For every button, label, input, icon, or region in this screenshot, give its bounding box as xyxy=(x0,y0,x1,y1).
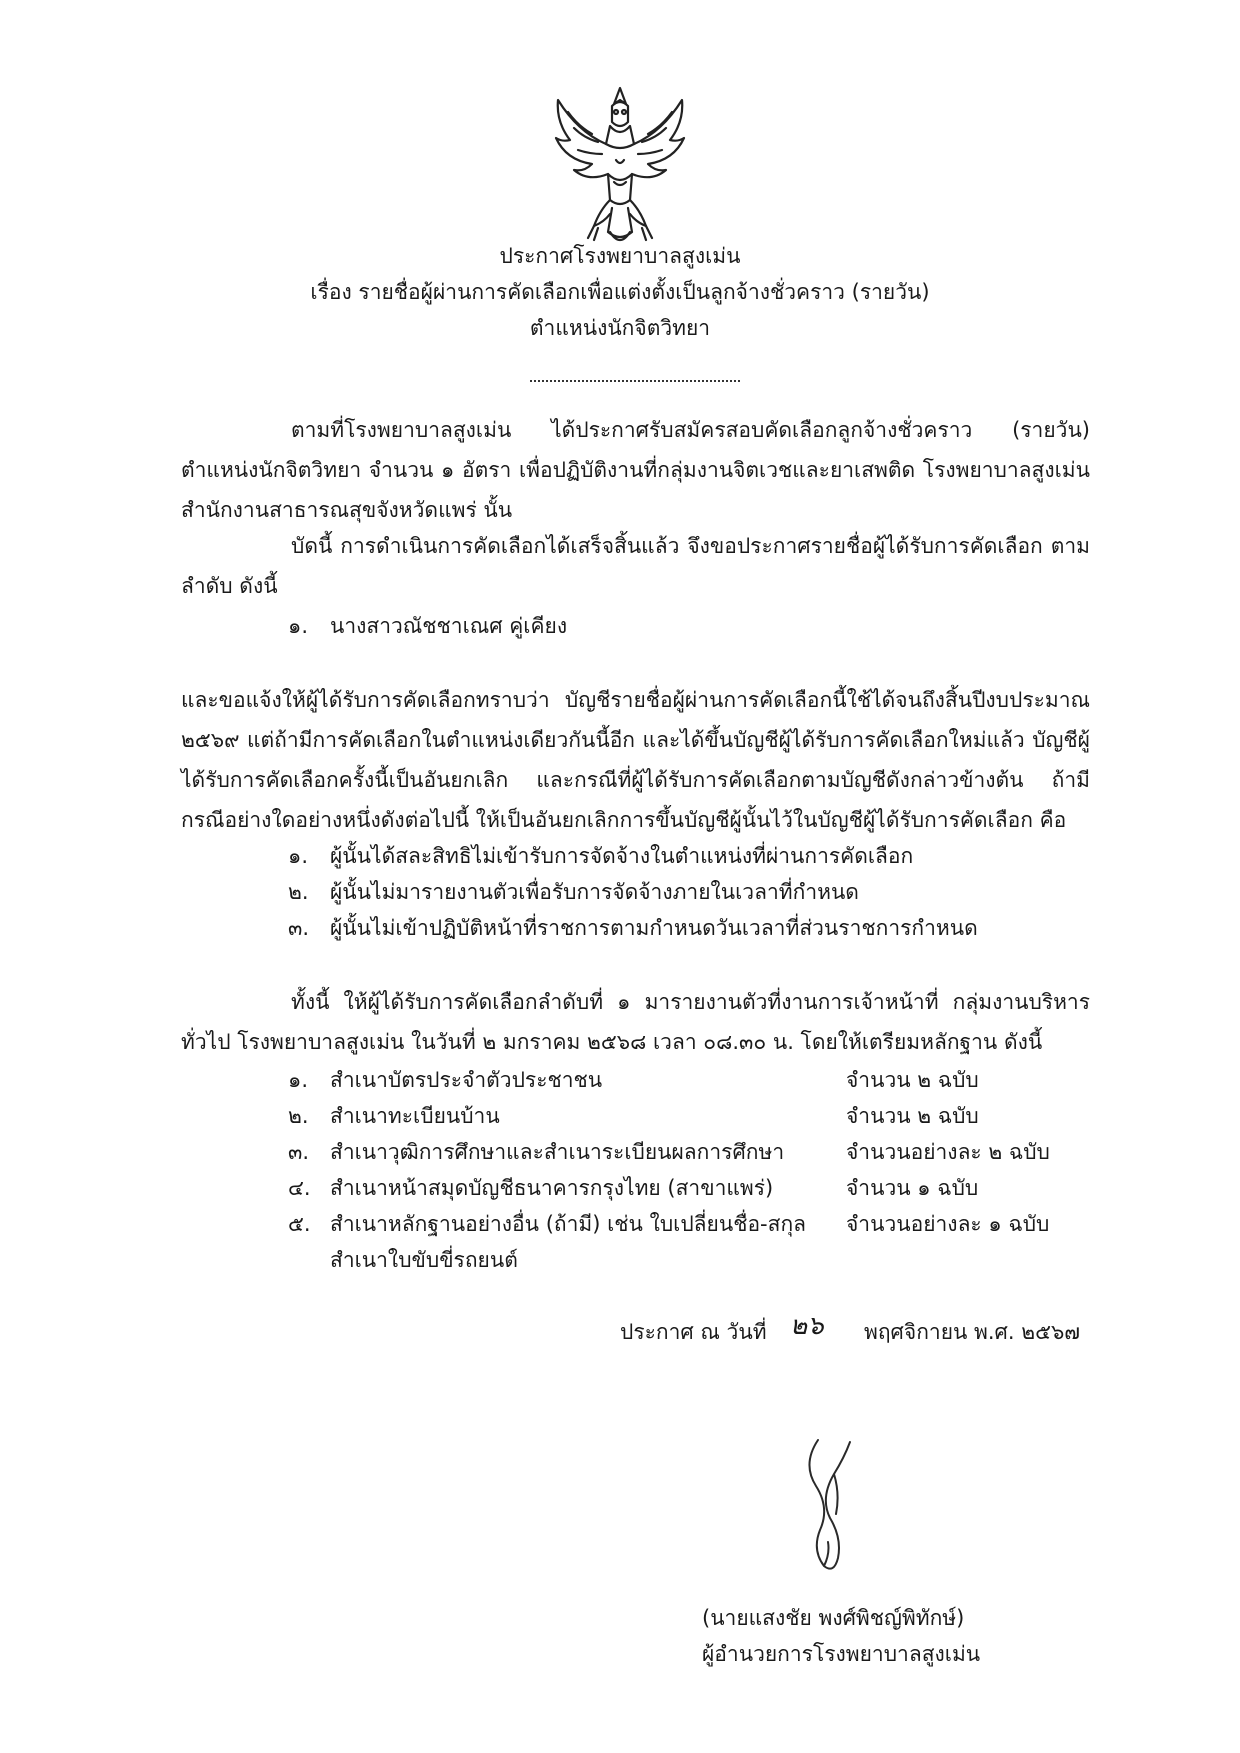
dateline-prefix: ประกาศ ณ วันที่ xyxy=(620,1320,767,1344)
announcement-subject: เรื่อง รายชื่อผู้ผ่านการคัดเลือกเพื่อแต่งตั้งเป็นลูกจ้างชั่วคราว (รายวัน) xyxy=(310,280,930,304)
condition-number: ๓. xyxy=(288,916,310,940)
position-title: ตำแหน่งนักจิตวิทยา xyxy=(529,316,711,340)
dateline-day: ๒๖ xyxy=(790,1311,824,1341)
announce-paragraph: บัดนี้ การดำเนินการคัดเลือกได้เสร็จสิ้นแล้ว จึงขอประกาศรายชื่อผู้ได้รับการคัดเลือก ตามลำดับ ดังนี้ xyxy=(181,534,1090,598)
document-quantity: จำนวน ๒ ฉบับ xyxy=(846,1104,979,1128)
condition-text: ผู้นั้นไม่เข้าปฏิบัติหน้าที่ราชการตามกำหนดวันเวลาที่ส่วนราชการกำหนด xyxy=(330,916,978,940)
document-text: สำเนาหลักฐานอย่างอื่น (ถ้ามี) เช่น ใบเปลี่ยนชื่อ-สกุล xyxy=(330,1212,807,1236)
condition-text: ผู้นั้นไม่มารายงานตัวเพื่อรับการจัดจ้างภายในเวลาที่กำหนด xyxy=(330,880,859,904)
condition-number: ๑. xyxy=(288,844,309,868)
document-number: ๓. xyxy=(288,1140,310,1164)
condition-number: ๒. xyxy=(288,880,309,904)
signatory-title: ผู้อำนวยการโรงพยาบาลสูงเม่น xyxy=(702,1642,981,1666)
intro-paragraph: ตามที่โรงพยาบาลสูงเม่น ได้ประกาศรับสมัครสอบคัดเลือกลูกจ้างชั่วคราว (รายวัน) ตำแหน่งนักจิตวิทยา จำนวน ๑ อัตรา เพื่อปฏิบัติงานที่กลุ่มงานจิตเวชและยาเสพติด โรงพยาบาลสูงเม่น สำนักงานสาธารณสุขจังหวัดแพร่ นั้น xyxy=(181,418,1090,522)
document-quantity: จำนวนอย่างละ ๒ ฉบับ xyxy=(846,1140,1050,1164)
garuda-emblem-icon xyxy=(548,82,692,250)
document-number: ๔. xyxy=(288,1176,311,1200)
selected-number: ๑. xyxy=(288,614,309,638)
document-text: สำเนาหน้าสมุดบัญชีธนาคารกรุงไทย (สาขาแพร่) xyxy=(330,1176,774,1200)
notice-paragraph: และขอแจ้งให้ผู้ได้รับการคัดเลือกทราบว่า บัญชีรายชื่อผู้ผ่านการคัดเลือกนี้ใช้ได้จนถึงสิ้นปีงบประมาณ ๒๕๖๙ แต่ถ้ามีการคัดเลือกในตำแหน่งเดียวกันนี้อีก และได้ขึ้นบัญชีผู้ได้รับการคัดเลือกใหม่แล้ว บัญชีผู้ได้รับการคัดเลือกครั้งนี้เป็นอันยกเลิก และกรณีที่ผู้ได้รับการคัดเลือกตามบัญชีดังกล่าวข้างต้น ถ้ามี กรณีอย่างใดอย่างหนึ่งดังต่อไปนี้ ให้เป็นอันยกเลิกการขึ้นบัญชีผู้นั้นไว้ในบัญชีผู้ได้รับการคัดเลือก คือ xyxy=(181,688,1090,832)
signature-icon xyxy=(790,1434,880,1574)
document-text: สำเนาวุฒิการศึกษาและสำเนาระเบียนผลการศึกษา xyxy=(330,1140,785,1164)
report-paragraph: ทั้งนี้ ให้ผู้ได้รับการคัดเลือกลำดับที่ ๑ มารายงานตัวที่งานการเจ้าหน้าที่ กลุ่มงานบริหารทั่วไป โรงพยาบาลสูงเม่น ในวันที่ ๒ มกราคม ๒๕๖๘ เวลา ๐๘.๓๐ น. โดยให้เตรียมหลักฐาน ดังนี้ xyxy=(181,990,1090,1054)
dateline-month-year: พฤศจิกายน พ.ศ. ๒๕๖๗ xyxy=(864,1320,1081,1344)
document-quantity: จำนวน ๑ ฉบับ xyxy=(846,1176,979,1200)
document-number: ๕. xyxy=(288,1212,311,1236)
document-quantity: จำนวนอย่างละ ๑ ฉบับ xyxy=(846,1212,1050,1236)
condition-text: ผู้นั้นได้สละสิทธิไม่เข้ารับการจัดจ้างในตำแหน่งที่ผ่านการคัดเลือก xyxy=(330,844,914,868)
signatory-name: (นายแสงชัย พงศ์พิชญ์พิทักษ์) xyxy=(702,1606,965,1630)
document-quantity: จำนวน ๒ ฉบับ xyxy=(846,1068,979,1092)
announcement-title: ประกาศโรงพยาบาลสูงเม่น xyxy=(499,244,741,268)
document-text: สำเนาทะเบียนบ้าน xyxy=(330,1104,500,1128)
document-number: ๑. xyxy=(288,1068,309,1092)
selected-name: นางสาวณัชชาเณศ คู่เคียง xyxy=(330,614,568,638)
document-text: สำเนาบัตรประจำตัวประชาชน xyxy=(330,1068,603,1092)
document-extra: สำเนาใบขับขี่รถยนต์ xyxy=(330,1248,518,1272)
title-divider xyxy=(530,380,740,382)
document-number: ๒. xyxy=(288,1104,309,1128)
